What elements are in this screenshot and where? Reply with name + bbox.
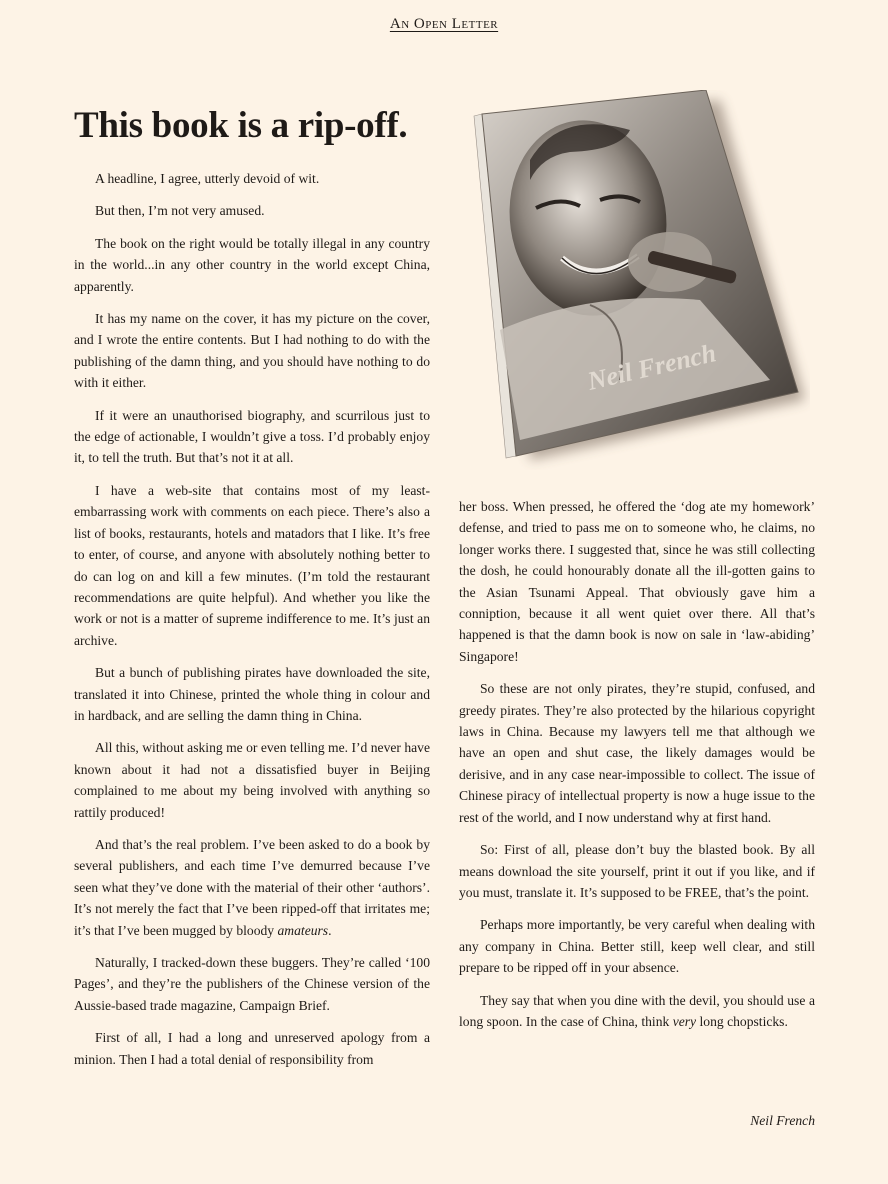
page-kicker: An Open Letter [389,16,499,32]
paragraph: A headline, I agree, utterly devoid of wit. [95,171,320,186]
right-column [459,496,815,1043]
paragraph: Perhaps more importantly, be very careful when dealing with any company in China. Better still, keep well clear, and still prepare to be ripped off in your absence. [459,917,815,976]
paragraph: But a bunch of publishing pirates have downloaded the site, translated it into Chinese, printed the whole thing in colour and in hardback, and are selling the damn thing in China. [74,665,430,723]
emphasis: very [672,1013,697,1029]
book-cover-title: Neil French [584,338,719,396]
paragraph: The book on the right would be totally illegal in any country in the world...in any other country in the world except China, apparently. [74,235,430,294]
paragraph: her boss. When pressed, he offered the ‘dog ate my homework’ defense, and tried to pass me on to someone who, he claims, no longer works there. I suggested that, since he was still collecting the dosh, he could honourably donate all the ill-gotten gains to the Asian Tsunami Appeal. That obviously gave him a conniption, because it all went quiet over there. All that’s happened is that the damn book is now on sale in ‘law-abiding’ Singapore! [459,499,815,664]
signature: Neil French [750,1113,815,1128]
paragraph: So: First of all, please don’t buy the blasted book. By all means download the site yourself, print it out if you like, and if you must, translate it. It’s supposed to be FREE, that’s the point. [459,842,815,900]
paragraph: If it were an unauthorised biography, and scurrilous just to the edge of actionable, I wouldn’t give a toss. I’d probably enjoy it, to tell the truth. But that’s not it at all. [74,407,430,466]
paragraph [459,990,815,1033]
book-cover-illustration [470,90,810,470]
paragraph: It has my name on the cover, it has my picture on the cover, and I wrote the entire contents. But I had nothing to do with the publishing of the damn thing, and you should have nothing to do with it either. [74,311,430,391]
paragraph-text: . [328,922,332,938]
paragraph [74,834,430,941]
paragraph-text: And that’s the real problem. I’ve been asked to do a book by several publishers, and each time I’ve demurred because I’ve seen what they’ve done with the material of their other ‘authors’. It’s not merely the fact that I’ve been ripped-off that irritates me; it’s that I’ve been mugged by bloody [74,836,430,938]
paragraph: All this, without asking me or even telling me. I’d never have known about it had not a dissatisfied buyer in Beijing complained to me about my being involved with anything so rattily produced! [74,740,430,820]
headline: This book is a rip-off. [74,105,408,146]
paragraph-text: long chopsticks. [696,1013,788,1029]
emphasis: amateurs [277,922,329,938]
paragraph: Naturally, I tracked-down these buggers. They’re called ‘100 Pages’, and they’re the publishers of the Chinese version of the Aussie-based trade magazine, Campaign Brief. [74,955,430,1013]
paragraph-text: They say that when you dine with the devil, you should use a long spoon. In the case of China, think [459,992,815,1029]
paragraph: So these are not only pirates, they’re stupid, confused, and greedy pirates. They’re also protected by the hilarious copyright laws in China. Because my lawyers tell me that although we have an open and shut case, the likely damages would be derisive, and in any case near-impossible to collect. The issue of Chinese piracy of intellectual property is now a huge issue to the rest of the world, and I now understand why at first hand. [459,681,815,825]
left-column [74,168,430,1081]
paragraph: I have a web-site that contains most of my least-embarrassing work with comments on each piece. There’s also a list of books, restaurants, hotels and matadors that I like. It’s free to enter, of course, and anyone with absolutely nothing better to do can log on and kill a few minutes. (I’m told the restaurant recommendations are quite helpful). And whether you like the work or not is a matter of supreme indifference to me. It’s just an archive. [74,482,430,648]
paragraph: But then, I’m not very amused. [95,203,265,219]
book-cover-svg [470,90,810,470]
paragraph: First of all, I had a long and unreserved apology from a minion. Then I had a total denial of responsibility from [74,1030,430,1067]
